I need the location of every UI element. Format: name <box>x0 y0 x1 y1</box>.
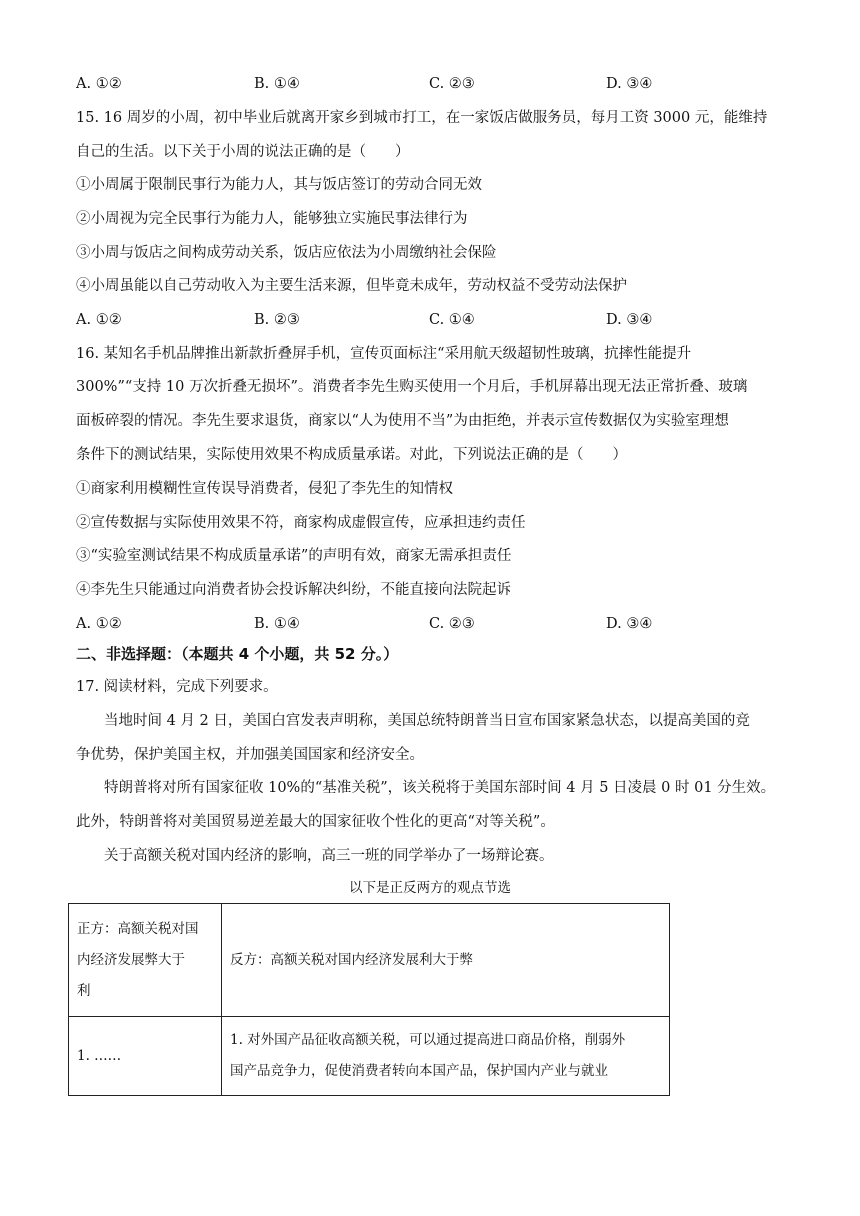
q15-stem-line-1: 15. 16 周岁的小周，初中毕业后就离开家乡到城市打工，在一家饭店做服务员，每月工资 3000 元，能维持 <box>76 110 768 126</box>
q16-statement-1: ①商家利用模糊性宣传误导消费者，侵犯了李先生的知情权 <box>76 481 453 497</box>
q16-option-d[interactable]: D. ③④ <box>606 616 653 632</box>
q16-option-b[interactable]: B. ①④ <box>254 616 300 632</box>
row1-con-cell <box>222 1017 670 1096</box>
q15-statement-1: ①小周属于限制民事行为能力人，其与饭店签订的劳动合同无效 <box>76 177 482 193</box>
header-pro-line-1: 正方：高额关税对国 <box>77 920 199 937</box>
q17-para-3-line-1: 关于高额关税对国内经济的影响，高三一班的同学举办了一场辩论赛。 <box>104 848 554 864</box>
q16-stem-line-2: 300%”“支持 10 万次折叠无损坏”。消费者李先生购买使用一个月后，手机屏幕出现无法正常折叠、玻璃 <box>76 379 748 395</box>
header-pro-line-3: 利 <box>77 982 91 999</box>
q17-intro: 17. 阅读材料，完成下列要求。 <box>76 679 278 695</box>
q17-para-1-line-2: 争优势，保护美国主权，并加强美国国家和经济安全。 <box>76 747 424 763</box>
q16-stem-line-3: 面板碎裂的情况。李先生要求退货，商家以“人为使用不当”为由拒绝，并表示宣传数据仅为实验室理想 <box>76 413 729 429</box>
table-row <box>69 1017 670 1096</box>
debate-table <box>68 903 670 1096</box>
row1-pro-text: 1. …… <box>77 1047 122 1064</box>
q16-statement-2: ②宣传数据与实际使用效果不符，商家构成虚假宣传，应承担违约责任 <box>76 515 526 531</box>
row1-con-line-2: 国产品竞争力，促使消费者转向本国产品，保护国内产业与就业 <box>230 1063 608 1079</box>
q15-statement-4: ④小周虽能以自己劳动收入为主要生活来源，但毕竟未成年，劳动权益不受劳动法保护 <box>76 278 627 294</box>
q15-option-a[interactable]: A. ①② <box>76 312 122 328</box>
header-con-text: 反方：高额关税对国内经济发展利大于弊 <box>230 951 473 968</box>
header-pro-cell <box>69 904 222 1017</box>
q15-option-c[interactable]: C. ①④ <box>429 312 475 328</box>
q16-statement-3: ③“实验室测试结果不构成质量承诺”的声明有效，商家无需承担责任 <box>76 548 512 564</box>
q16-stem-line-4: 条件下的测试结果，实际使用效果不构成质量承诺。对此，下列说法正确的是（ ） <box>76 447 627 463</box>
q16-option-a[interactable]: A. ①② <box>76 616 122 632</box>
q14-option-a[interactable]: A. ①② <box>76 76 122 92</box>
q15-option-d[interactable]: D. ③④ <box>606 312 653 328</box>
q16-statement-4: ④李先生只能通过向消费者协会投诉解决纠纷，不能直接向法院起诉 <box>76 582 511 598</box>
row1-pro-cell <box>69 1017 222 1096</box>
q16-stem-line-1: 16. 某知名手机品牌推出新款折叠屏手机，宣传页面标注“采用航天级超韧性玻璃，抗摔性能提升 <box>76 346 692 362</box>
q15-statement-3: ③小周与饭店之间构成劳动关系，饭店应依法为小周缴纳社会保险 <box>76 245 497 261</box>
q17-para-2-line-2: 此外，特朗普将对美国贸易逆差最大的国家征收个性化的更高“对等关税”。 <box>76 814 555 830</box>
debate-table-caption: 以下是正反两方的观点节选 <box>349 880 511 896</box>
q14-options <box>76 74 776 94</box>
q14-option-b[interactable]: B. ①④ <box>254 76 300 92</box>
row1-con-line-1: 1. 对外国产品征收高额关税，可以通过提高进口商品价格，削弱外 <box>230 1032 626 1048</box>
q16-options <box>76 614 776 634</box>
table-row <box>69 904 670 1017</box>
q15-option-b[interactable]: B. ②③ <box>254 312 300 328</box>
q16-option-c[interactable]: C. ②③ <box>429 616 475 632</box>
q14-option-c[interactable]: C. ②③ <box>429 76 475 92</box>
q15-statement-2: ②小周视为完全民事行为能力人，能够独立实施民事法律行为 <box>76 211 468 227</box>
q15-stem-line-2: 自己的生活。以下关于小周的说法正确的是（ ） <box>76 144 410 160</box>
q17-para-2-line-1: 特朗普将对所有国家征收 10%的“基准关税”，该关税将于美国东部时间 4 月 5 日凌晨 0 时 01 分生效。 <box>104 780 776 796</box>
q17-para-1-line-1: 当地时间 4 月 2 日，美国白宫发表声明称，美国总统特朗普当日宣布国家紧急状态，以提高美国的竞 <box>104 713 750 729</box>
q15-options <box>76 310 776 330</box>
header-con-cell <box>222 904 670 1017</box>
header-pro-line-2: 内经济发展弊大于 <box>77 951 185 968</box>
section-2-title: 二、非选择题：（本题共 4 个小题，共 52 分。） <box>76 645 399 663</box>
q14-option-d[interactable]: D. ③④ <box>606 76 653 92</box>
